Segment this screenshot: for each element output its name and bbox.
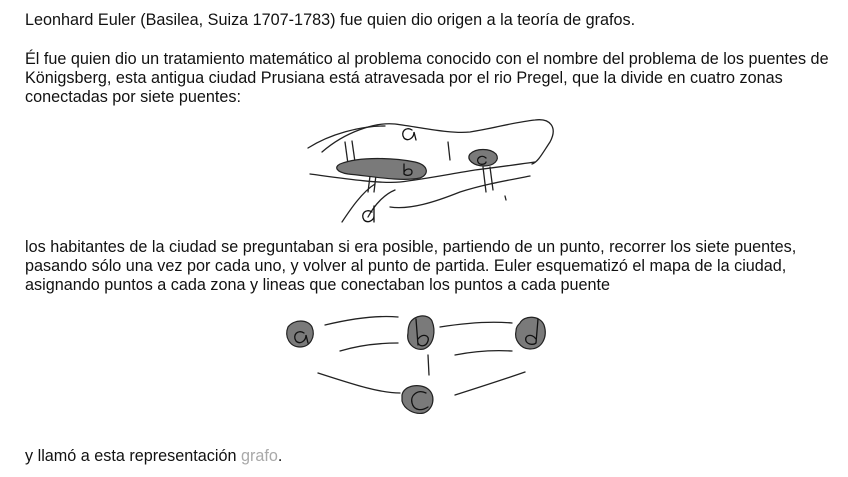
closing-paragraph: [25, 447, 835, 466]
closing-suffix: .: [277, 447, 283, 465]
intro-paragraph: Leonhard Euler (Basilea, Suiza 1707-1783) fue quien dio origen a la teoría de grafos.: [25, 11, 636, 29]
edge-c-d: [455, 372, 525, 395]
edge-a-b-lower: [340, 343, 398, 351]
label-a: [403, 129, 416, 140]
edge-a-c: [318, 373, 400, 393]
edge-b-d-lower: [455, 351, 512, 355]
konigsberg-map-sketch: [300, 112, 560, 227]
grafo-term: grafo: [240, 447, 278, 465]
konigsberg-paragraph: Él fue quien dio un tratamiento matemático al problema conocido con el nombre del problema de los puentes de Königsberg, esta antigua ciudad Prusiana está atravesada por el rio Pregel, que la divide en cuatro zonas conectadas por siete puentes:: [25, 50, 829, 106]
label-d: [363, 206, 374, 222]
edge-a-b-upper: [325, 316, 398, 325]
closing-prefix: y llamó a esta representación: [25, 447, 241, 465]
euler-graph-sketch: [280, 305, 555, 425]
node-b: [408, 316, 434, 349]
question-paragraph: los habitantes de la ciudad se preguntaban si era posible, partiendo de un punto, recorrer los siete puentes, pasando sólo una vez por cada uno, y volver al punto de partida. Euler esquematizó el mapa de la ciudad, asignando puntos a cada zona y lineas que conectaban los puntos a cada puente: [25, 238, 797, 294]
island-c-shape: [469, 150, 497, 167]
island-b-shape: [337, 159, 427, 180]
edge-b-c: [428, 355, 429, 375]
edge-b-d-upper: [440, 322, 512, 327]
